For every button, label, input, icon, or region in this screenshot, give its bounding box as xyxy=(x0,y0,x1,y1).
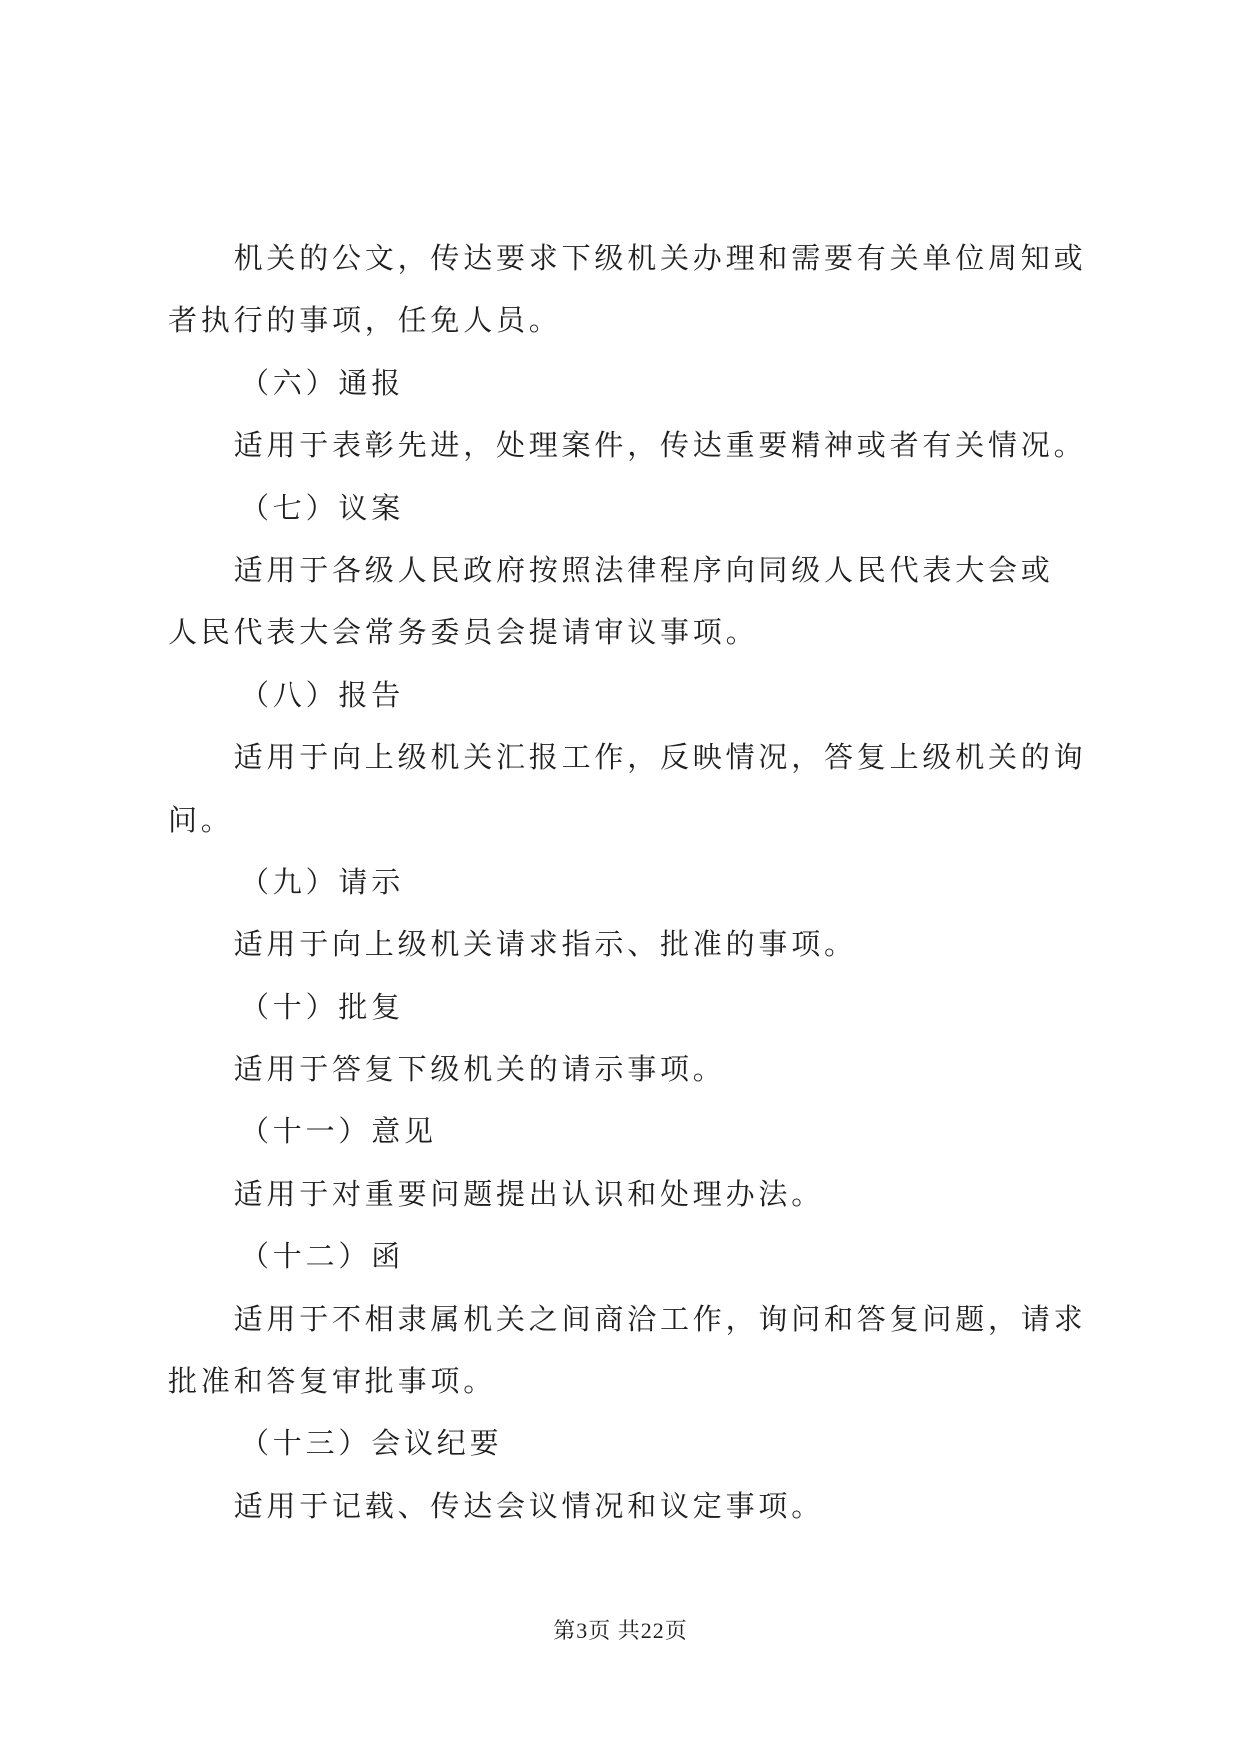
paragraph xyxy=(168,914,1068,976)
text-line: 适用于对重要问题提出认识和处理办法。 xyxy=(233,1178,824,1211)
heading-text: （九）请示 xyxy=(240,866,405,899)
heading-text: （十三）会议纪要 xyxy=(240,1428,503,1461)
text-line: 适用于各级人民政府按照法律程序向同级人民代表大会或 xyxy=(233,554,1054,587)
heading-text: （七）议案 xyxy=(240,492,405,525)
paragraph xyxy=(168,1476,1068,1538)
text-line: 批准和答复审批事项。 xyxy=(168,1366,497,1399)
paragraph xyxy=(168,727,1087,852)
page-footer: 第3页 共22页 xyxy=(553,1618,688,1643)
text-line: 人民代表大会常务委员会提请审议事项。 xyxy=(168,617,759,650)
section-heading xyxy=(168,1413,1068,1475)
section-heading xyxy=(168,852,1068,914)
section-heading xyxy=(168,353,1068,415)
paragraph xyxy=(168,1039,1068,1101)
text-line: 问。 xyxy=(168,804,234,837)
text-line: 机关的公文，传达要求下级机关办理和需要有关单位周知或 xyxy=(233,243,1087,275)
text-line: 适用于表彰先进，处理案件，传达重要精神或者有关情况。 xyxy=(233,430,1087,463)
section-heading xyxy=(168,1226,1068,1288)
text-line: 适用于答复下级机关的请示事项。 xyxy=(233,1054,726,1087)
section-heading xyxy=(168,977,1068,1039)
heading-text: （十一）意见 xyxy=(240,1116,437,1149)
heading-text: （六）通报 xyxy=(240,367,405,400)
text-line: 适用于向上级机关请求指示、批准的事项。 xyxy=(233,929,857,962)
heading-text: （八）报告 xyxy=(240,679,405,712)
section-heading xyxy=(168,1101,1068,1163)
paragraph xyxy=(168,1289,1087,1414)
heading-text: （十二）函 xyxy=(240,1241,405,1274)
paragraph xyxy=(168,1164,1068,1226)
paragraph xyxy=(168,228,1087,353)
heading-text: （十）批复 xyxy=(240,991,405,1024)
text-line: 适用于记载、传达会议情况和议定事项。 xyxy=(233,1490,824,1523)
paragraph xyxy=(168,415,1087,477)
text-line: 适用于向上级机关汇报工作，反映情况，答复上级机关的询 xyxy=(233,742,1087,775)
text-line: 适用于不相隶属机关之间商洽工作，询问和答复问题，请求 xyxy=(233,1303,1087,1336)
section-heading xyxy=(168,478,1068,540)
document-body xyxy=(168,228,1087,1538)
paragraph xyxy=(168,540,1068,665)
section-heading xyxy=(168,665,1068,727)
text-line: 者执行的事项，任免人员。 xyxy=(168,305,562,338)
